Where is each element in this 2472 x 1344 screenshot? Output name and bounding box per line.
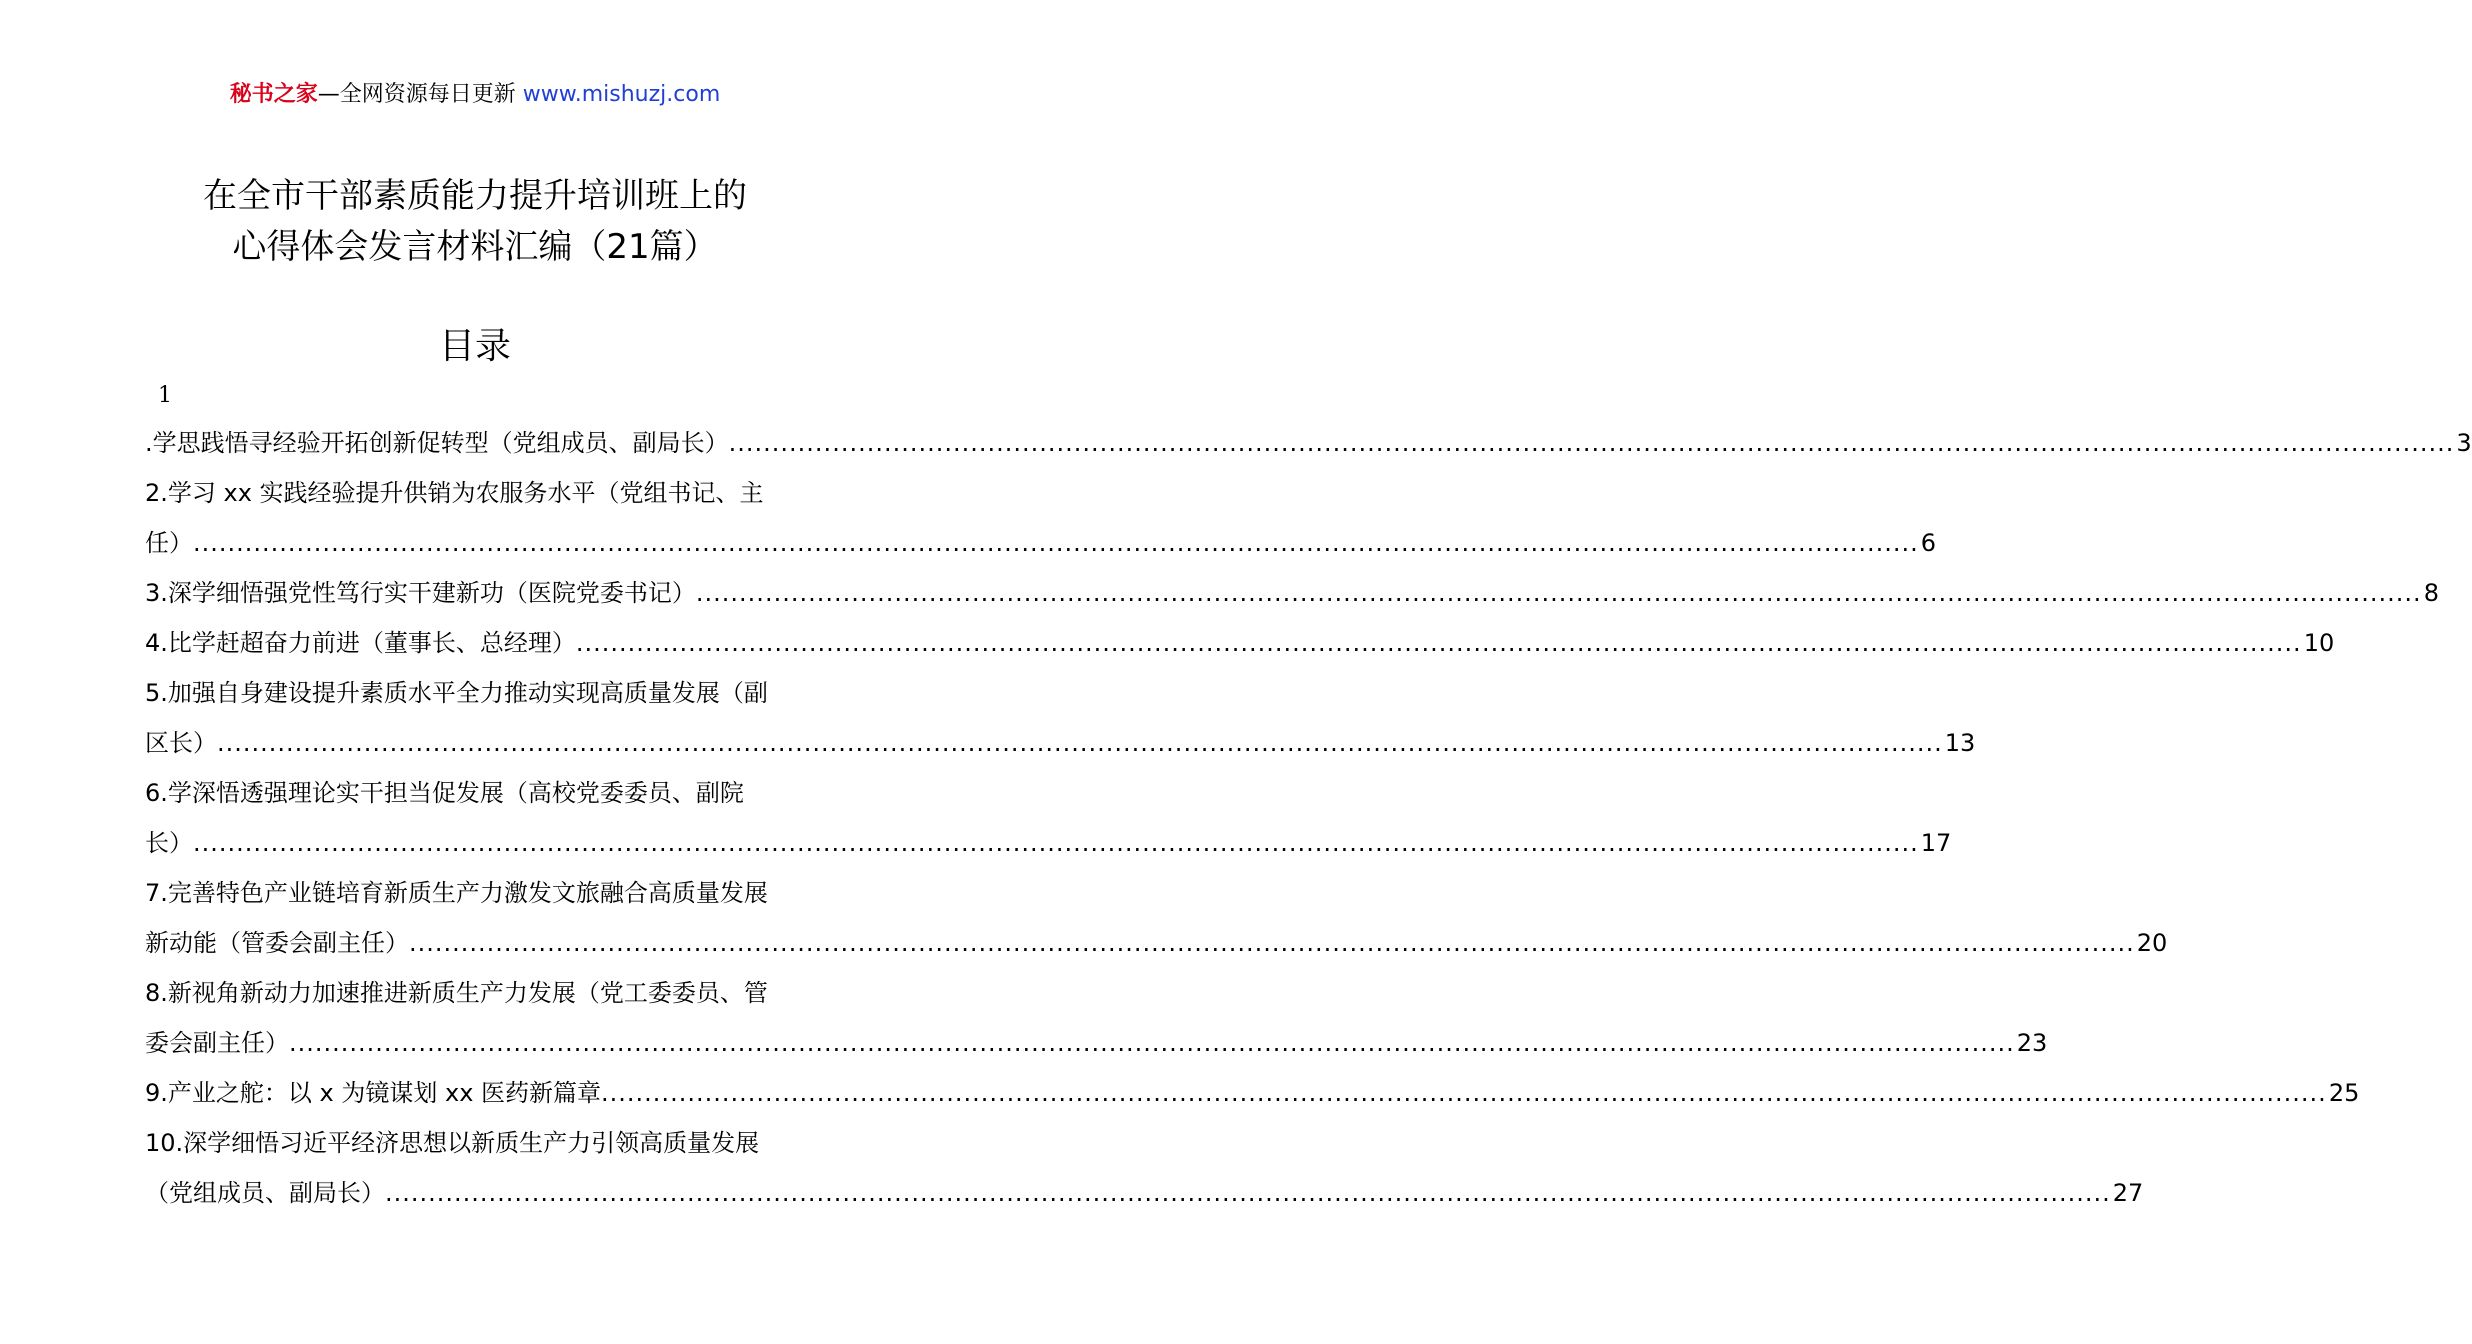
- toc-page-number: 8: [2423, 579, 2439, 607]
- toc-entry-text: 长）: [145, 829, 193, 857]
- toc-entry-text: （党组成员、副局长）: [145, 1179, 385, 1207]
- toc-leader-dots: ........................................................................................................................................................................................................: [193, 829, 1919, 857]
- toc-entry[interactable]: [145, 868, 2168, 968]
- toc-leader-dots: ........................................................................................................................................................................................................: [385, 1179, 2111, 1207]
- toc-entry[interactable]: [145, 568, 2439, 618]
- toc-page-number: 25: [2328, 1079, 2360, 1107]
- toc-entry-text: 5.加强自身建设提升素质水平全力推动实现高质量发展（副: [145, 679, 768, 707]
- toc-page-number: 23: [2016, 1029, 2048, 1057]
- toc-page-number: 13: [1944, 729, 1976, 757]
- toc-leader-dots: ........................................................................................................................................................................................................: [409, 929, 2135, 957]
- header-slogan: —全网资源每日更新: [317, 82, 523, 107]
- brand-name: 秘书之家: [229, 82, 318, 107]
- site-url[interactable]: www.mishuzj.com: [522, 82, 721, 107]
- toc-entry[interactable]: [145, 468, 1937, 568]
- toc-entry-text: .学思践悟寻经验开拓创新促转型（党组成员、副局长）: [145, 429, 729, 457]
- toc-entry-text: 任）: [145, 529, 193, 557]
- toc-entry[interactable]: [145, 1068, 2360, 1118]
- toc-entry-text: 8.新视角新动力加速推进新质生产力发展（党工委委员、管: [145, 979, 768, 1007]
- toc-page-number: 20: [2136, 929, 2168, 957]
- toc-entry[interactable]: [145, 668, 1976, 768]
- toc-page-number: 3: [2456, 429, 2472, 457]
- document-title-line1: 在全市干部素质能力提升培训班上的: [203, 176, 747, 216]
- toc-page-number: 27: [2112, 1179, 2144, 1207]
- table-of-contents: [145, 418, 2472, 1218]
- toc-leader-dots: ........................................................................................................................................................................................................: [217, 729, 1943, 757]
- toc-heading: 目录: [438, 326, 511, 367]
- toc-page-number: 17: [1920, 829, 1952, 857]
- toc-entry-text: 区长）: [145, 729, 217, 757]
- toc-entry[interactable]: [145, 768, 1952, 868]
- toc-leader-dots: ........................................................................................................................................................................................................: [601, 1079, 2327, 1107]
- toc-entry-text: 6.学深悟透强理论实干担当促发展（高校党委委员、副院: [145, 779, 744, 807]
- toc-leader-dots: ........................................................................................................................................................................................................: [575, 629, 2302, 657]
- toc-leader-dots: ........................................................................................................................................................................................................: [289, 1029, 2015, 1057]
- toc-entry[interactable]: [145, 618, 2335, 668]
- toc-entry-text: 委会副主任）: [145, 1029, 289, 1057]
- toc-entry-text: 4.比学赶超奋力前进（董事长、总经理）: [145, 629, 576, 657]
- page-number: 1: [158, 383, 172, 408]
- toc-entry-text: 3.深学细悟强党性笃行实干建新功（医院党委书记）: [145, 579, 696, 607]
- toc-entry-text: 新动能（管委会副主任）: [145, 929, 409, 957]
- toc-leader-dots: ........................................................................................................................................................................................................: [728, 429, 2455, 457]
- site-header: [0, 78, 950, 112]
- toc-leader-dots: ........................................................................................................................................................................................................: [695, 579, 2422, 607]
- toc-entry-text: 10.深学细悟习近平经济思想以新质生产力引领高质量发展: [145, 1129, 760, 1157]
- toc-page-number: 6: [1920, 529, 1937, 557]
- toc-page-number: 10: [2303, 629, 2335, 657]
- toc-entry-text: 7.完善特色产业链培育新质生产力激发文旅融合高质量发展: [145, 879, 768, 907]
- toc-leader-dots: ........................................................................................................................................................................................................: [193, 529, 1919, 557]
- toc-entry-text: 9.产业之舵：以 x 为镜谋划 xx 医药新篇章: [145, 1079, 602, 1107]
- toc-entry-text: 2.学习 xx 实践经验提升供销为农服务水平（党组书记、主: [145, 479, 764, 507]
- toc-entry[interactable]: [145, 418, 2472, 468]
- document-title-line2: 心得体会发言材料汇编（21篇）: [232, 227, 718, 267]
- toc-entry[interactable]: [145, 1118, 2144, 1218]
- toc-entry[interactable]: [145, 968, 2048, 1068]
